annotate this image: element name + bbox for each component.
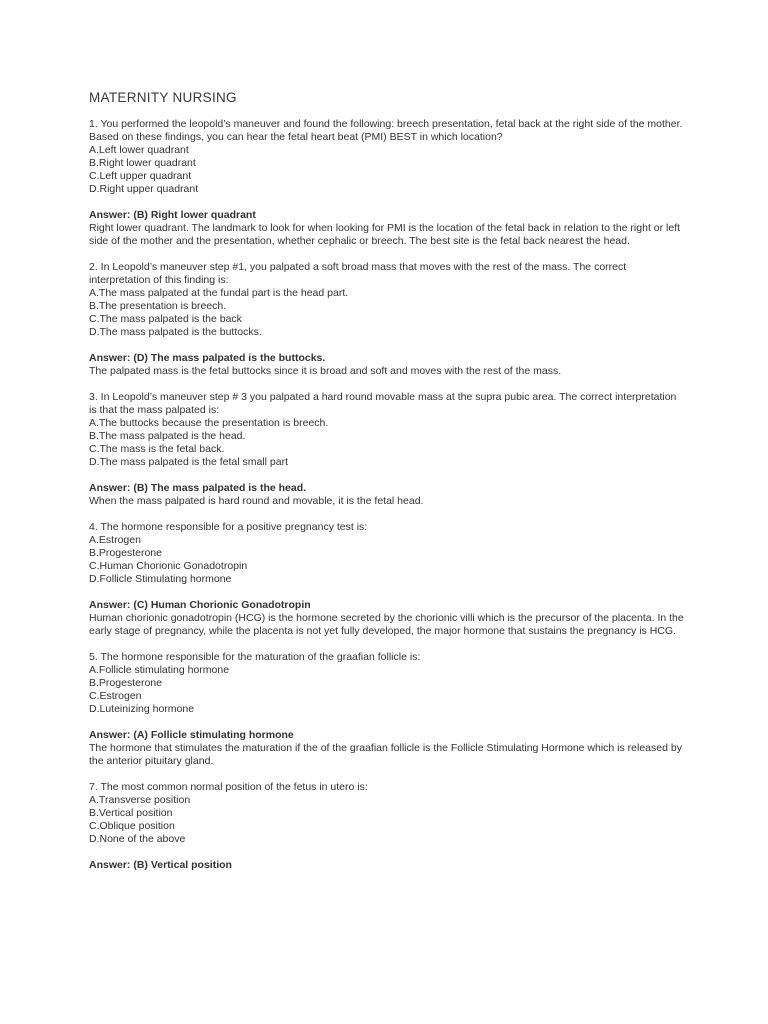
question-text: 4. The hormone responsible for a positive pregnancy test is: <box>89 521 368 533</box>
option-a: A.Transverse position <box>89 794 191 806</box>
answer-heading: Answer: (D) The mass palpated is the buttocks. <box>89 352 326 364</box>
option-d: D.The mass palpated is the fetal small part <box>89 456 289 468</box>
answer-explanation: The hormone that stimulates the maturation if the of the graafian follicle is the Follicle Stimulating Hormone which is released by the anterior pituitary gland. <box>89 742 682 767</box>
document-title: MATERNITY NURSING <box>89 90 237 105</box>
answer-explanation: When the mass palpated is hard round and movable, it is the fetal head. <box>89 495 424 507</box>
option-d: D.Right upper quadrant <box>89 183 199 195</box>
answer-7 <box>89 859 685 872</box>
answer-1 <box>89 209 685 248</box>
answer-heading: Answer: (B) The mass palpated is the head. <box>89 482 307 494</box>
question-1 <box>89 118 685 196</box>
option-c: C.The mass is the fetal back. <box>89 443 225 455</box>
answer-5 <box>89 729 685 768</box>
question-5 <box>89 651 685 716</box>
option-b: B.Progesterone <box>89 547 162 559</box>
answer-explanation: Human chorionic gonadotropin (HCG) is the hormone secreted by the chorionic villi which is the precursor of the placenta. In the early stage of pregnancy, while the placenta is not yet fully developed, the major hormone that sustains the pregnancy is HCG. <box>89 612 684 637</box>
option-a: A.Follicle stimulating hormone <box>89 664 230 676</box>
option-c: C.Left upper quadrant <box>89 170 192 182</box>
answer-4 <box>89 599 685 638</box>
question-text: 7. The most common normal position of the fetus in utero is: <box>89 781 368 793</box>
answer-explanation: The palpated mass is the fetal buttocks since it is broad and soft and moves with the rest of the mass. <box>89 365 562 377</box>
answer-heading: Answer: (B) Right lower quadrant <box>89 209 256 221</box>
option-a: A.The buttocks because the presentation is breech. <box>89 417 329 429</box>
option-b: B.Right lower quadrant <box>89 157 196 169</box>
question-text: 1. You performed the leopold’s maneuver and found the following: breech presentation, fetal back at the right side of the mother. Based on these findings, you can hear the fetal heart beat (PMI) BEST in which location? <box>89 118 683 143</box>
option-c: C.Human Chorionic Gonadotropin <box>89 560 248 572</box>
document-page <box>89 89 685 885</box>
answer-2 <box>89 352 685 378</box>
answer-heading: Answer: (A) Follicle stimulating hormone <box>89 729 294 741</box>
option-c: C.The mass palpated is the back <box>89 313 242 325</box>
option-d: D.Follicle Stimulating hormone <box>89 573 232 585</box>
option-a: A.The mass palpated at the fundal part is the head part. <box>89 287 349 299</box>
question-2 <box>89 261 685 339</box>
option-b: B.Vertical position <box>89 807 173 819</box>
option-d: D.The mass palpated is the buttocks. <box>89 326 262 338</box>
option-b: B.The presentation is breech. <box>89 300 227 312</box>
question-7 <box>89 781 685 846</box>
answer-3 <box>89 482 685 508</box>
option-c: C.Oblique position <box>89 820 175 832</box>
question-text: 5. The hormone responsible for the maturation of the graafian follicle is: <box>89 651 421 663</box>
question-4 <box>89 521 685 586</box>
option-c: C.Estrogen <box>89 690 142 702</box>
answer-heading: Answer: (B) Vertical position <box>89 859 232 871</box>
question-3 <box>89 391 685 469</box>
answer-explanation: Right lower quadrant. The landmark to look for when looking for PMI is the location of the fetal back in relation to the right or left side of the mother and the presentation, whether cephalic or breech. The best site is the fetal back nearest the head. <box>89 222 681 247</box>
question-text: 2. In Leopold’s maneuver step #1, you palpated a soft broad mass that moves with the rest of the mass. The correct interpretation of this finding is: <box>89 261 627 286</box>
option-d: D.Luteinizing hormone <box>89 703 195 715</box>
answer-heading: Answer: (C) Human Chorionic Gonadotropin <box>89 599 311 611</box>
option-b: B.The mass palpated is the head. <box>89 430 246 442</box>
option-a: A.Left lower quadrant <box>89 144 189 156</box>
option-d: D.None of the above <box>89 833 186 845</box>
option-b: B.Progesterone <box>89 677 162 689</box>
question-text: 3. In Leopold’s maneuver step # 3 you palpated a hard round movable mass at the supra pubic area. The correct interpretation is that the mass palpated is: <box>89 391 677 416</box>
option-a: A.Estrogen <box>89 534 141 546</box>
